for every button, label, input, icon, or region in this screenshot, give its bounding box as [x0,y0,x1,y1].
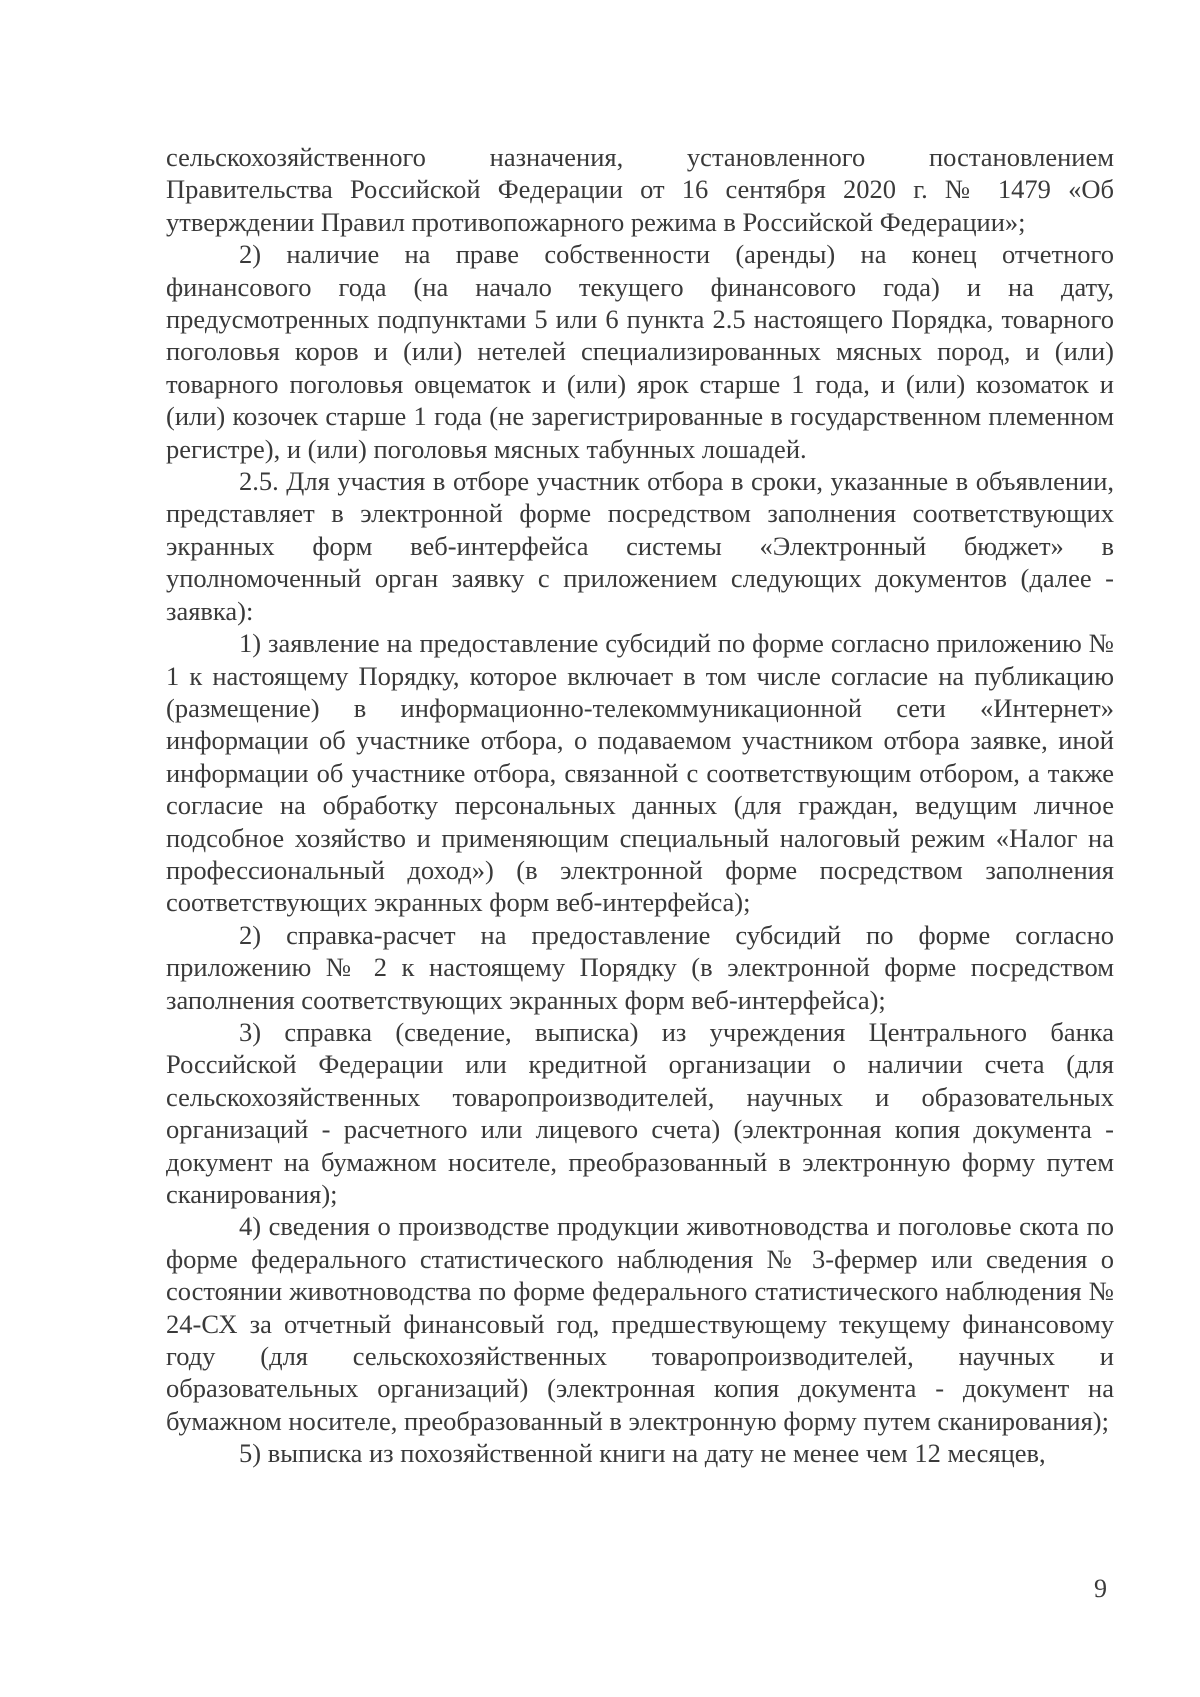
paragraph-document-2: 2) справка-расчет на предоставление субсидий по форме согласно приложению № 2 к настоящему Порядку (в электронной форме посредством заполнения соответствующих экранных форм веб-интерфейса); [166,919,1114,1015]
paragraph-document-3: 3) справка (сведение, выписка) из учреждения Центрального банка Российской Федерации или кредитной организации о наличии счета (для сельскохозяйственных товаропроизводителей, научных и образовательных организаций - расчетного или лицевого счета) (электронная копия документа - документ на бумажном носителе, преобразованный в электронную форму путем сканирования); [166,1016,1114,1209]
paragraph-item-2-condition: 2) наличие на праве собственности (аренды) на конец отчетного финансового года (на начало текущего финансового года) и на дату, предусмотренных подпунктами 5 или 6 пункта 2.5 настоящего Порядка, товарного поголовья коров и (или) нетелей специализированных мясных пород, и (или) товарного поголовья овцематок и (или) ярок старше 1 года, и (или) козоматок и (или) козочек старше 1 года (не зарегистрированные в государственном племенном регистре), и (или) поголовья мясных табунных лошадей. [166,239,1114,464]
paragraph-section-2-5: 2.5. Для участия в отборе участник отбора в сроки, указанные в объявлении, представляет в электронной форме посредством заполнения соответствующих экранных форм веб-интерфейса системы «Электронный бюджет» в уполномоченный орган заявку с приложением следующих документов (далее - заявка): [166,466,1114,626]
paragraph-document-4: 4) сведения о производстве продукции животноводства и поголовье скота по форме федерального статистического наблюдения № 3-фермер или сведения о состоянии животноводства по форме федерального статистического наблюдения № 24-СХ за отчетный финансовый год, предшествующему текущему финансовому году (для сельскохозяйственных товаропроизводителей, научных и образовательных организаций) (электронная копия документа - документ на бумажном носителе, преобразованный в электронную форму путем сканирования); [166,1211,1114,1436]
paragraph-intro: сельскохозяйственного назначения, установленного постановлением Правительства Российской Федерации от 16 сентября 2020 г. № 1479 «Об утверждении Правил противопожарного режима в Российской Федерации»; [166,142,1114,237]
page-number: 9 [1094,1574,1107,1603]
paragraph-document-1: 1) заявление на предоставление субсидий по форме согласно приложению № 1 к настоящему Порядку, которое включает в том числе согласие на публикацию (размещение) в информационно-телекоммуникационной сети «Интернет» информации об участнике отбора, о подаваемом участником отбора заявке, иной информации об участнике отбора, связанной с соответствующим отбором, а также согласие на обработку персональных данных (для граждан, ведущим личное подсобное хозяйство и применяющим специальный налоговый режим «Налог на профессиональный доход») (в электронной форме посредством заполнения соответствующих экранных форм веб-интерфейса); [166,628,1114,918]
document-body [166,141,1114,1470]
paragraph-document-5: 5) выписка из похозяйственной книги на дату не менее чем 12 месяцев, [239,1438,1046,1469]
